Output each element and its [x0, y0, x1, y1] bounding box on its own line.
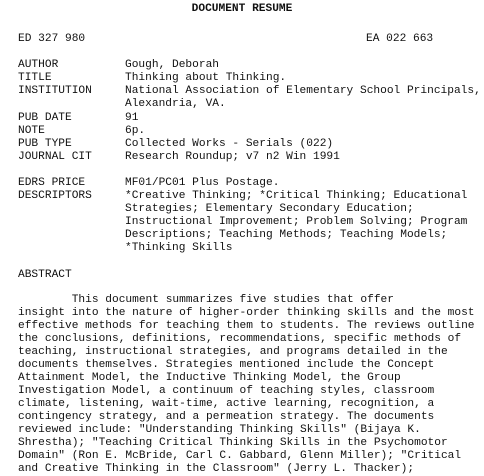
- ed-number: ED 327 980: [18, 33, 86, 45]
- abstract-line: This document summarizes five studies that offer: [18, 294, 394, 306]
- descriptors-label: DESCRIPTORS: [18, 190, 92, 202]
- institution-label: INSTITUTION: [18, 85, 92, 97]
- abstract-line: the conclusions, definitions, recommendations, specific methods of: [18, 333, 462, 345]
- pub-type-value: Collected Works - Serials (022): [125, 138, 334, 150]
- author-value: Gough, Deborah: [125, 59, 219, 71]
- institution-line: Alexandria, VA.: [125, 98, 226, 110]
- abstract-line: climate, listening, wait-time, active learning, recognition, a: [18, 398, 435, 410]
- pub-date-value: 91: [125, 112, 139, 124]
- abstract-line: insight into the nature of higher-order thinking skills and the most: [18, 307, 475, 319]
- descriptors-line: Descriptions; Teaching Methods; Teaching Models;: [125, 229, 448, 241]
- abstract-line: effective methods for teaching them to students. The reviews outline: [18, 320, 475, 332]
- ea-number: EA 022 663: [366, 33, 434, 45]
- abstract-line: Attainment Model, the Inductive Thinking Model, the Group: [18, 372, 401, 384]
- edrs-price-label: EDRS PRICE: [18, 177, 86, 189]
- pub-type-label: PUB TYPE: [18, 138, 72, 150]
- note-label: NOTE: [18, 125, 45, 137]
- author-label: AUTHOR: [18, 59, 59, 71]
- note-value: 6p.: [125, 125, 146, 137]
- abstract-line: teaching, instructional strategies, and programs detailed in the: [18, 346, 448, 358]
- abstract-line: documents themselves. Strategies mentioned include the Concept: [18, 359, 435, 371]
- abstract-line: contingency strategy, and a permeation strategy. The documents: [18, 411, 435, 423]
- abstract-line: Shrestha); "Teaching Critical Thinking Skills in the Psychomotor: [18, 437, 448, 449]
- title-value: Thinking about Thinking.: [125, 72, 287, 84]
- edrs-price-value: MF01/PC01 Plus Postage.: [125, 177, 280, 189]
- document-title: DOCUMENT RESUME: [191, 3, 293, 15]
- descriptors-line: Strategies; Elementary Secondary Education;: [125, 203, 414, 215]
- abstract-label: ABSTRACT: [18, 269, 72, 281]
- descriptors-line: *Creative Thinking; *Critical Thinking; Educational: [125, 190, 468, 202]
- descriptors-line: Instructional Improvement; Problem Solving; Program: [125, 216, 468, 228]
- journal-cit-label: JOURNAL CIT: [18, 151, 92, 163]
- institution-line: National Association of Elementary School Principals,: [125, 85, 481, 97]
- abstract-line: Domain" (Ron E. McBride, Carl C. Gabbard, Glenn Miller); "Critical: [18, 450, 462, 462]
- abstract-line: Investigation Model, a continuum of teaching styles, classroom: [18, 385, 435, 397]
- abstract-line: and Creative Thinking in the Classroom" (Jerry L. Thacker);: [18, 463, 415, 475]
- pub-date-label: PUB DATE: [18, 112, 72, 124]
- journal-cit-value: Research Roundup; v7 n2 Win 1991: [125, 151, 340, 163]
- descriptors-line: *Thinking Skills: [125, 242, 233, 254]
- abstract-line: reviewed include: "Understanding Thinking Skills" (Bijaya K.: [18, 424, 421, 436]
- title-label: TITLE: [18, 72, 52, 84]
